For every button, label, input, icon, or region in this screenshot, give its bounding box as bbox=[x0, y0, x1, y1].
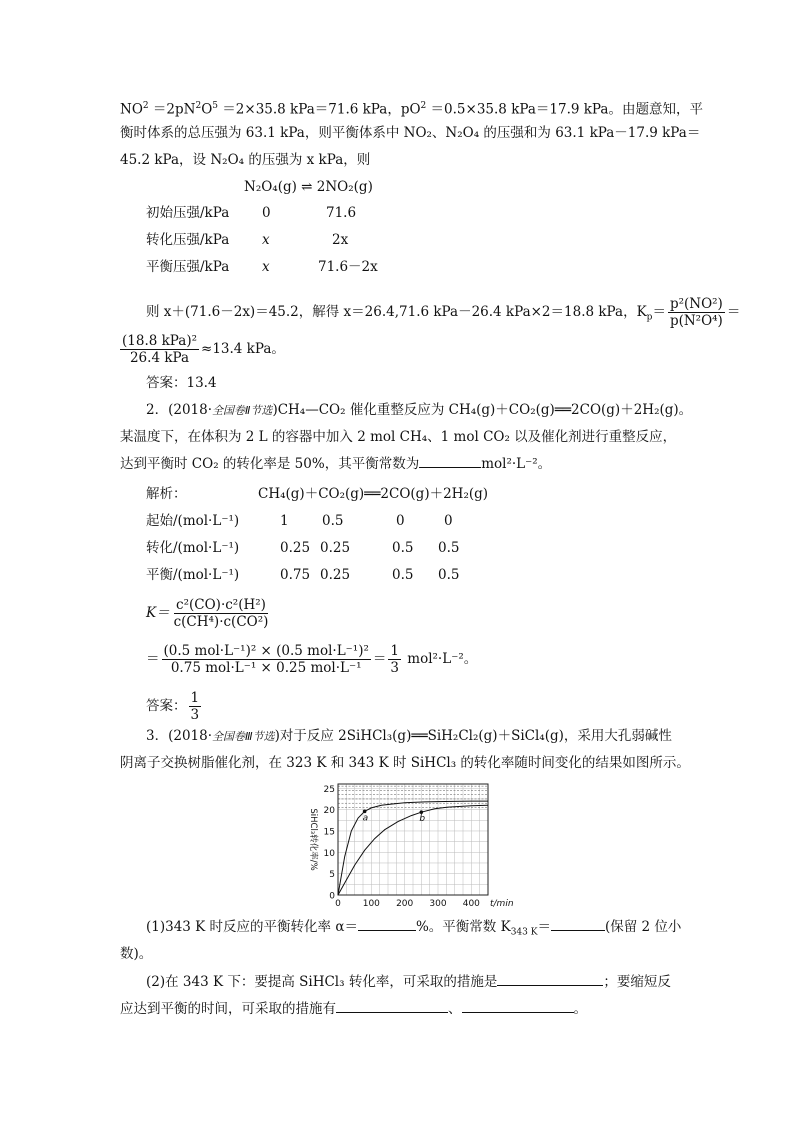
denominator: 3 bbox=[190, 707, 200, 723]
row-label: 平衡压强/kPa bbox=[146, 259, 230, 275]
cell: 0.25 bbox=[320, 540, 351, 556]
chart-labels bbox=[363, 813, 426, 824]
numerator: c²(CO)·c²(H²) bbox=[176, 597, 266, 613]
text: 达到平衡时 CO₂ 的转化率是 50%，其平衡常数为 bbox=[120, 456, 420, 472]
question-2-header bbox=[146, 401, 692, 420]
numerator: p²(NO²) bbox=[669, 296, 723, 312]
cell: 0.75 bbox=[280, 567, 311, 583]
cell: 0.5 bbox=[438, 567, 460, 583]
answer-fraction bbox=[189, 690, 202, 723]
text-line: 数)。 bbox=[120, 946, 153, 962]
y-axis-label: SiHCl₃转化率/% bbox=[308, 808, 318, 871]
denominator: p(N²O⁴) bbox=[669, 313, 723, 329]
superscript: 2 bbox=[420, 101, 427, 111]
text: 则 x＋(71.6－2x)＝45.2，解得 x＝26.4,71.6 kPa－26.4 kPa×2＝18.8 kPa，K bbox=[146, 304, 647, 320]
cell: 2x bbox=[332, 232, 349, 248]
text: 3．(2018· bbox=[146, 728, 213, 744]
text-line: 45.2 kPa，设 N₂O₄ 的压强为 x kPa，则 bbox=[120, 152, 371, 168]
text: NO bbox=[120, 101, 143, 118]
cell: 71.6 bbox=[326, 205, 357, 221]
text: )CH₄—CO₂ 催化重整反应为 CH₄(g)＋CO₂(g)══2CO(g)＋2H₂(g)。 bbox=[272, 402, 693, 418]
x-tick-label: 300 bbox=[429, 899, 447, 907]
source-tag: 全国卷Ⅱ节选 bbox=[212, 404, 273, 417]
cell: 0.25 bbox=[280, 540, 311, 556]
y-tick-label: 15 bbox=[323, 827, 335, 838]
solution-line bbox=[118, 333, 285, 366]
text: ＝2×35.8 kPa＝71.6 kPa，pO bbox=[218, 101, 421, 118]
cell: 0.5 bbox=[322, 513, 344, 529]
point-label: b bbox=[419, 814, 426, 825]
superscript: 5 bbox=[212, 101, 219, 111]
sub-question-2 bbox=[146, 973, 671, 991]
text: ＝ bbox=[372, 651, 387, 667]
text-line bbox=[120, 97, 703, 119]
text: 、 bbox=[448, 1001, 462, 1017]
y-tick-label: 0 bbox=[329, 891, 335, 902]
text-line bbox=[120, 1000, 587, 1018]
answer-line bbox=[146, 690, 203, 723]
y-tick-label: 20 bbox=[323, 806, 335, 817]
text: ＝ bbox=[146, 651, 160, 667]
text: (保留 2 位小 bbox=[604, 919, 682, 935]
cell: 0.25 bbox=[320, 567, 351, 583]
text: 。 bbox=[573, 1001, 587, 1017]
text: ＝ bbox=[726, 304, 741, 320]
numerator: (18.8 kPa)² bbox=[122, 333, 198, 349]
value-fraction bbox=[162, 643, 371, 676]
x-tick-label: 200 bbox=[396, 899, 414, 907]
numerator: (0.5 mol·L⁻¹)² × (0.5 mol·L⁻¹)² bbox=[163, 643, 369, 659]
reaction-equation: N₂O₄(g) ⇌ 2NO₂(g) bbox=[244, 179, 373, 195]
point-label: a bbox=[362, 813, 369, 824]
cell: 0 bbox=[396, 513, 405, 529]
text-line: 阴离子交换树脂催化剂，在 323 K 和 343 K 时 SiHCl₃ 的转化率随时间变化的结果如图所示。 bbox=[120, 755, 690, 771]
text: mol²·L⁻²。 bbox=[402, 651, 478, 667]
text: (1)343 K 时反应的平衡转化率 α＝ bbox=[146, 919, 358, 935]
cell: x bbox=[262, 232, 270, 248]
cell: x bbox=[262, 259, 270, 275]
text: ≈13.4 kPa。 bbox=[201, 341, 285, 357]
cell: 71.6－2x bbox=[318, 259, 378, 275]
answer-blank[interactable] bbox=[462, 1000, 574, 1013]
text: ＝2pN bbox=[148, 101, 196, 118]
denominator: 3 bbox=[390, 660, 399, 676]
text-line bbox=[120, 455, 551, 473]
cell: 0 bbox=[262, 205, 271, 221]
answer-blank[interactable] bbox=[419, 455, 481, 468]
kp-fraction bbox=[668, 296, 725, 329]
row-label: 转化/(mol·L⁻¹) bbox=[146, 540, 240, 556]
text: O bbox=[201, 101, 213, 118]
text: %。平衡常数 K bbox=[415, 919, 511, 935]
subscript: 343 K bbox=[510, 927, 538, 938]
superscript: 2 bbox=[195, 101, 202, 111]
y-tick-label: 5 bbox=[329, 870, 335, 881]
answer-blank[interactable] bbox=[551, 918, 605, 931]
answer-blank[interactable] bbox=[497, 973, 603, 986]
row-label: 转化压强/kPa bbox=[146, 232, 230, 248]
subscript: p bbox=[646, 312, 653, 323]
x-tick-label: 400 bbox=[462, 899, 480, 907]
formula-line bbox=[146, 643, 477, 676]
row-label: 初始压强/kPa bbox=[146, 205, 230, 221]
text-line: 某温度下，在体积为 2 L 的容器中加入 2 mol CH₄、1 mol CO₂ 以及催化剂进行重整反应， bbox=[120, 429, 677, 445]
answer-line: 答案：13.4 bbox=[146, 375, 217, 391]
text: K＝ bbox=[146, 605, 170, 621]
one-third-fraction bbox=[388, 643, 401, 676]
y-tick-label: 10 bbox=[323, 848, 335, 859]
numerator: 1 bbox=[390, 643, 399, 659]
text: 2．(2018· bbox=[146, 402, 213, 418]
x-tick-label: 100 bbox=[362, 899, 380, 907]
source-tag: 全国卷Ⅲ节选 bbox=[212, 730, 275, 743]
k-fraction bbox=[172, 597, 271, 630]
text: 答案： bbox=[146, 698, 187, 714]
conversion-chart bbox=[300, 772, 520, 907]
cell: 0.5 bbox=[392, 540, 414, 556]
cell: 1 bbox=[280, 513, 289, 529]
formula-line bbox=[146, 597, 272, 630]
row-label: 起始/(mol·L⁻¹) bbox=[146, 513, 240, 529]
numerator: 1 bbox=[190, 690, 200, 706]
denominator: 26.4 kPa bbox=[129, 350, 190, 366]
chart-grid bbox=[338, 784, 488, 895]
solution-line bbox=[146, 296, 740, 329]
result-fraction bbox=[120, 333, 199, 366]
cell: 0.5 bbox=[392, 567, 414, 583]
question-3-header bbox=[146, 727, 672, 746]
superscript: 2 bbox=[142, 101, 149, 111]
sub-question-1 bbox=[146, 918, 681, 942]
cell: 0.5 bbox=[438, 540, 460, 556]
x-axis-label: t/min bbox=[490, 899, 514, 907]
denominator: c(CH⁴)·c(CO²) bbox=[173, 614, 269, 630]
y-tick-label: 25 bbox=[323, 784, 335, 795]
answer-blank[interactable] bbox=[336, 1000, 448, 1013]
text: ＝0.5×35.8 kPa＝17.9 kPa。由题意知，平 bbox=[426, 101, 703, 118]
text: (2)在 343 K 下：要提高 SiHCl₃ 转化率，可采取的措施是 bbox=[146, 974, 498, 990]
text: ＝ bbox=[537, 919, 551, 935]
analysis-label: 解析： bbox=[146, 486, 187, 502]
text: 应达到平衡的时间，可采取的措施有 bbox=[120, 1001, 336, 1017]
row-label: 平衡/(mol·L⁻¹) bbox=[146, 567, 240, 583]
cell: 0 bbox=[444, 513, 453, 529]
answer-blank[interactable] bbox=[358, 918, 416, 931]
text: ；要缩短反 bbox=[603, 974, 671, 990]
x-tick-label: 0 bbox=[335, 899, 341, 907]
reaction-equation: CH₄(g)＋CO₂(g)══2CO(g)＋2H₂(g) bbox=[258, 486, 489, 502]
text: )对于反应 2SiHCl₃(g)══SiH₂Cl₂(g)＋SiCl₄(g)，采用大孔弱碱性 bbox=[274, 728, 672, 744]
denominator: 0.75 mol·L⁻¹ × 0.25 mol·L⁻¹ bbox=[170, 660, 362, 676]
text: ＝ bbox=[652, 304, 666, 320]
text-line: 衡时体系的总压强为 63.1 kPa，则平衡体系中 NO₂、N₂O₄ 的压强和为 63.1 kPa－17.9 kPa＝ bbox=[120, 125, 701, 141]
text: mol²·L⁻²。 bbox=[481, 456, 552, 472]
